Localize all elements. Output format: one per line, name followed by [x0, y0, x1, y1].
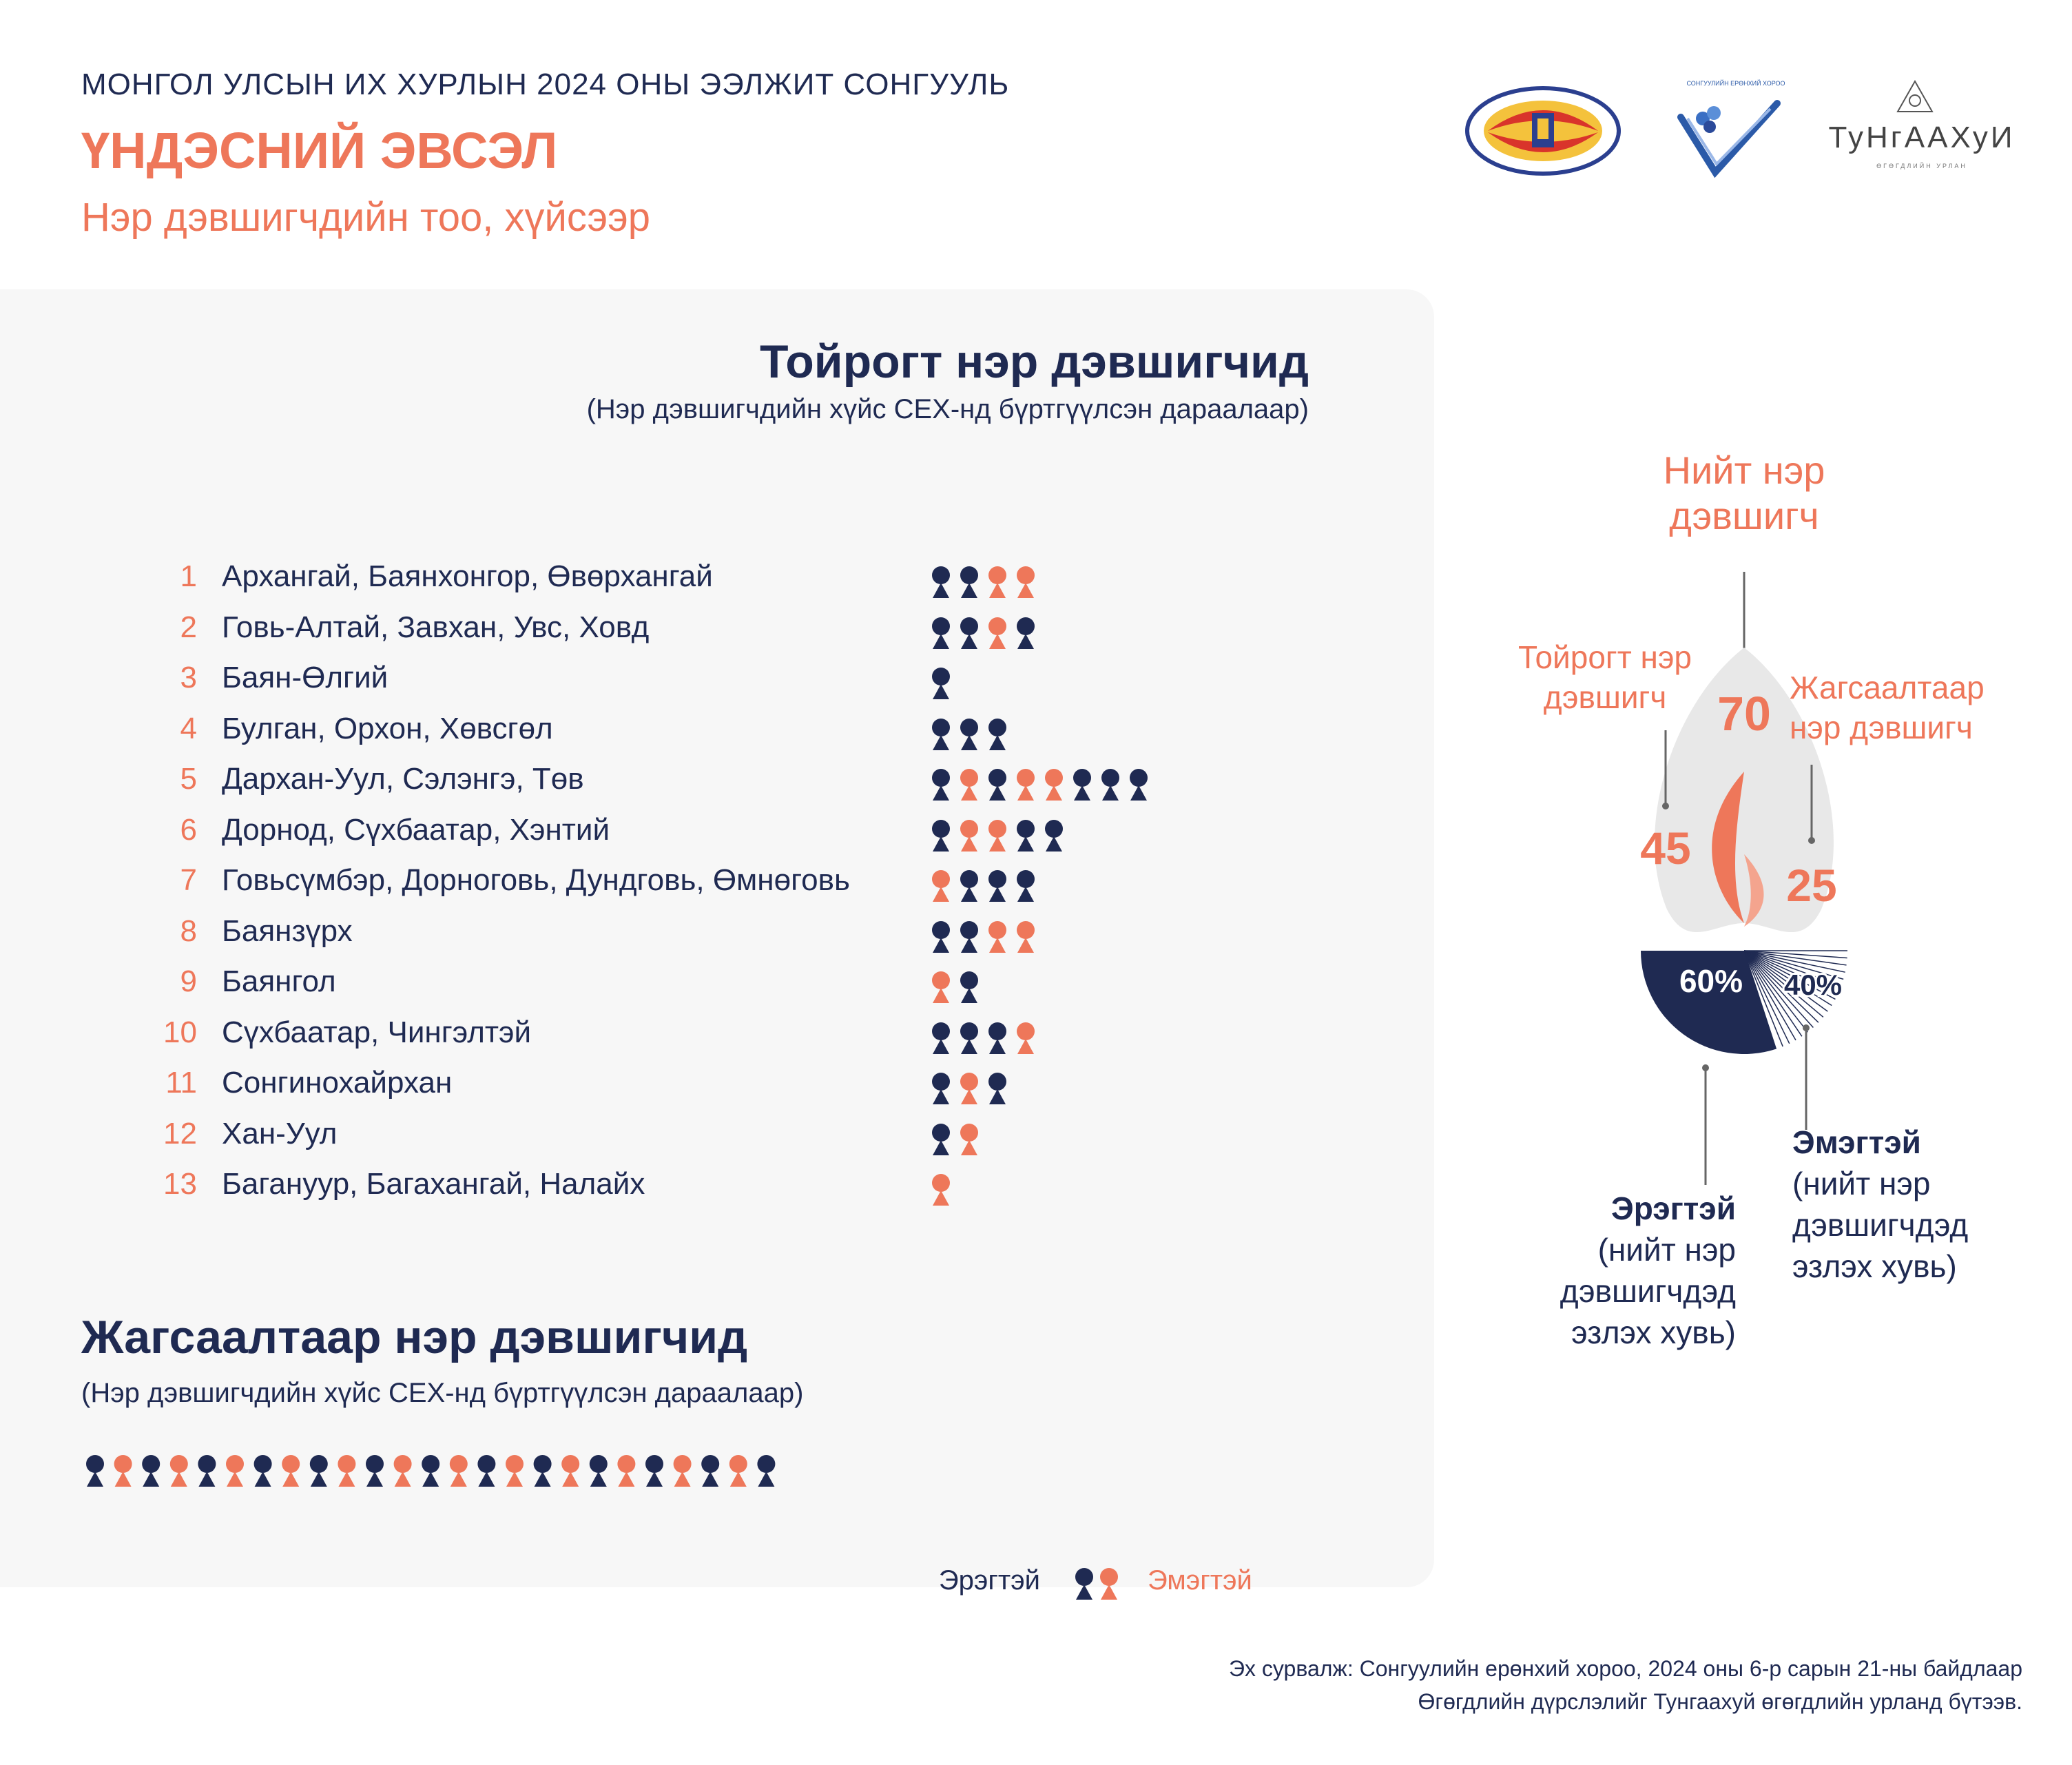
female-candidate-icon: [960, 820, 978, 851]
male-candidate-icon: [960, 921, 978, 953]
row-pictogram: [923, 1021, 1199, 1060]
male-candidate-icon: [932, 1124, 950, 1155]
male-candidate-icon: [254, 1455, 272, 1487]
male-candidate-icon: [988, 1022, 1006, 1054]
list-label-line2: нэр дэвшигч: [1790, 710, 1973, 745]
row-pictogram: [923, 869, 1199, 907]
female-candidate-icon: [1017, 566, 1035, 598]
female-candidate-icon: [450, 1455, 468, 1487]
male-candidate-icon: [932, 769, 950, 801]
row-pictogram: [923, 767, 1199, 806]
male-candidate-icon: [477, 1455, 495, 1487]
male-candidate-icon: [932, 1022, 950, 1054]
row-number: 3: [180, 661, 197, 694]
row-pictogram: [923, 666, 1199, 705]
male-candidate-icon: [932, 719, 950, 750]
female-candidate-icon: [506, 1455, 524, 1487]
female-candidate-icon: [674, 1455, 692, 1487]
gec2-caption: СОНГУУЛИЙН ЕРӨНХИЙ ХОРОО: [1686, 80, 1785, 87]
female-candidate-icon: [617, 1455, 635, 1487]
row-constituency-name: Сүхбаатар, Чингэлтэй: [222, 1015, 532, 1049]
female-candidate-icon: [114, 1455, 132, 1487]
male-candidate-icon: [988, 719, 1006, 750]
male-desc-line3: эзлэх хувь): [1571, 1314, 1736, 1350]
male-candidate-icon: [932, 566, 950, 598]
male-candidate-icon: [701, 1455, 719, 1487]
supertitle: МОНГОЛ УЛСЫН ИХ ХУРЛЫН 2024 ОНЫ ЭЭЛЖИТ СОНГУУЛЬ: [81, 68, 1010, 101]
row-constituency-name: Хан-Уул: [222, 1116, 338, 1150]
legend-female-icon: [1100, 1568, 1118, 1600]
male-candidate-icon: [86, 1455, 104, 1487]
male-candidate-icon: [757, 1455, 775, 1487]
row-number: 9: [180, 964, 197, 998]
row-constituency-name: Баянзүрх: [222, 914, 353, 948]
total-value: 70: [1717, 687, 1771, 741]
female-desc-line2: дэвшигчдэд: [1792, 1207, 1969, 1243]
row-number: 13: [163, 1167, 197, 1201]
row-number: 7: [180, 863, 197, 897]
female-candidate-icon: [338, 1455, 355, 1487]
row-constituency-name: Булган, Орхон, Хөвсгөл: [222, 711, 553, 745]
legend-male-label: Эрэгтэй: [938, 1565, 1040, 1596]
male-candidate-icon: [310, 1455, 328, 1487]
male-candidate-icon: [960, 617, 978, 649]
female-candidate-icon: [729, 1455, 747, 1487]
row-constituency-name: Сонгинохайрхан: [222, 1066, 453, 1100]
row-number: 2: [180, 610, 197, 644]
female-candidate-icon: [988, 617, 1006, 649]
row-number: 4: [180, 711, 197, 745]
female-candidate-icon: [932, 870, 950, 902]
row-number: 11: [165, 1066, 197, 1100]
row-constituency-name: Баян-Өлгий: [222, 661, 388, 694]
page-title: ҮНДЭСНИЙ ЭВСЭЛ: [81, 122, 558, 179]
female-desc-line1: (нийт нэр: [1792, 1166, 1931, 1201]
row-constituency-name: Говьсүмбэр, Дорноговь, Дундговь, Өмнөговь: [222, 863, 850, 897]
row-constituency-name: Багануур, Багахангай, Налайх: [222, 1167, 645, 1201]
female-candidate-icon: [170, 1455, 188, 1487]
constituency-value: 45: [1640, 823, 1691, 874]
male-candidate-icon: [932, 668, 950, 699]
female-candidate-icon: [960, 769, 978, 801]
male-candidate-icon: [1017, 870, 1035, 902]
row-constituency-name: Дорнод, Сүхбаатар, Хэнтий: [222, 812, 610, 847]
legend-male-icon: [1075, 1568, 1093, 1600]
page-subtitle: Нэр дэвшигчдийн тоо, хүйсээр: [81, 195, 650, 240]
male-candidate-icon: [1045, 820, 1063, 851]
female-candidate-icon: [988, 921, 1006, 953]
female-desc-line3: эзлэх хувь): [1792, 1248, 1957, 1284]
male-candidate-icon: [932, 1073, 950, 1104]
row-pictogram: [923, 565, 1199, 603]
male-candidate-icon: [960, 1022, 978, 1054]
male-desc-line1: (нийт нэр: [1597, 1232, 1736, 1268]
male-candidate-icon: [988, 1073, 1006, 1104]
male-candidate-icon: [534, 1455, 552, 1487]
source-note: Эх сурвалж: Сонгуулийн ерөнхий хороо, 2024 оны 6-р сарын 21-ны байдлаар: [1228, 1656, 2022, 1681]
female-label: Эмэгтэй: [1792, 1124, 1921, 1160]
row-pictogram: [923, 1071, 1199, 1110]
row-number: 6: [180, 812, 197, 847]
male-candidate-icon: [960, 971, 978, 1003]
female-candidate-icon: [988, 820, 1006, 851]
row-pictogram: [923, 920, 1199, 958]
row-pictogram: [923, 616, 1199, 654]
tungaahui-tag: ӨГӨГДЛИЙН УРЛАН: [1876, 163, 1967, 169]
male-candidate-icon: [932, 617, 950, 649]
female-candidate-icon: [960, 1124, 978, 1155]
tungaahui-logo: [1819, 76, 2025, 179]
female-pct-label: 40%: [1783, 969, 1843, 1001]
male-candidate-icon: [988, 769, 1006, 801]
female-candidate-icon: [1045, 769, 1063, 801]
male-candidate-icon: [645, 1455, 663, 1487]
row-pictogram: [923, 717, 1199, 756]
constituency-chart-subtitle: (Нэр дэвшигчдийн хүйс СЕХ-нд бүртгүүлсэн дараалаар): [586, 394, 1309, 424]
female-candidate-icon: [394, 1455, 412, 1487]
row-pictogram: [923, 1122, 1199, 1161]
constituency-label-line1: Тойрогт нэр: [1517, 639, 1692, 675]
male-candidate-icon: [1101, 769, 1119, 801]
male-candidate-icon: [960, 566, 978, 598]
credit-note: Өгөгдлийн дүрслэлийг Тунгаахуй өгөгдлийн урланд бүтээв.: [1418, 1689, 2022, 1714]
female-candidate-icon: [1017, 769, 1035, 801]
female-candidate-icon: [1017, 921, 1035, 953]
male-candidate-icon: [590, 1455, 608, 1487]
list-chart-title: Жагсаалтаар нэр дэвшигчид: [81, 1311, 748, 1363]
male-candidate-icon: [142, 1455, 160, 1487]
male-candidate-icon: [422, 1455, 439, 1487]
male-pct-label: 60%: [1679, 963, 1743, 999]
female-candidate-icon: [561, 1455, 579, 1487]
constituency-label-line2: дэвшигч: [1543, 679, 1667, 715]
row-constituency-name: Архангай, Баянхонгор, Өвөрхангай: [222, 559, 713, 593]
constituency-chart-title: Тойрогт нэр дэвшигчид: [759, 336, 1309, 388]
row-number: 8: [180, 914, 197, 948]
male-label: Эрэгтэй: [1611, 1190, 1736, 1226]
tungaahui-name: ТуНгААХуИ: [1828, 121, 2016, 154]
total-label-line2: дэвшигч: [1669, 494, 1819, 537]
row-constituency-name: Баянгол: [222, 964, 336, 998]
list-label-line1: Жагсаалтаар: [1790, 670, 1985, 705]
male-candidate-icon: [1130, 769, 1148, 801]
male-candidate-icon: [198, 1455, 216, 1487]
female-candidate-icon: [932, 971, 950, 1003]
total-label-line1: Нийт нэр: [1663, 448, 1825, 492]
female-candidate-icon: [226, 1455, 244, 1487]
row-pictogram: [923, 970, 1199, 1009]
male-candidate-icon: [932, 921, 950, 953]
male-desc-line2: дэвшигчдэд: [1560, 1273, 1736, 1309]
row-constituency-name: Говь-Алтай, Завхан, Увс, Ховд: [222, 610, 650, 644]
female-candidate-icon: [932, 1174, 950, 1206]
list-pictogram: [81, 1452, 839, 1494]
gec-checkmark-logo: [1667, 76, 1805, 179]
female-candidate-icon: [988, 566, 1006, 598]
gender-pie: [1641, 951, 1847, 1054]
male-candidate-icon: [366, 1455, 384, 1487]
male-candidate-icon: [960, 870, 978, 902]
male-icon: [1075, 1568, 1093, 1600]
row-number: 5: [180, 762, 197, 796]
row-number: 12: [163, 1116, 197, 1150]
male-candidate-icon: [960, 719, 978, 750]
male-candidate-icon: [988, 870, 1006, 902]
male-candidate-icon: [932, 820, 950, 851]
legend-female-label: Эмэгтэй: [1148, 1565, 1252, 1596]
female-candidate-icon: [1017, 1022, 1035, 1054]
row-pictogram: [923, 818, 1199, 857]
row-pictogram: [923, 1173, 1199, 1211]
row-constituency-name: Дархан-Уул, Сэлэнгэ, Төв: [222, 762, 584, 796]
female-candidate-icon: [960, 1073, 978, 1104]
male-candidate-icon: [1017, 820, 1035, 851]
row-number: 1: [180, 559, 197, 593]
summary-graphic: [1447, 441, 2066, 1405]
female-icon: [1100, 1568, 1118, 1600]
gec-emblem-logo: [1460, 83, 1626, 179]
list-chart-subtitle: (Нэр дэвшигчдийн хүйс СЕХ-нд бүртгүүлсэн дараалаар): [81, 1378, 804, 1408]
legend-icons: [1066, 1565, 1128, 1607]
list-value: 25: [1786, 860, 1837, 911]
row-number: 10: [163, 1015, 197, 1049]
male-candidate-icon: [1073, 769, 1091, 801]
male-candidate-icon: [1017, 617, 1035, 649]
female-candidate-icon: [282, 1455, 300, 1487]
